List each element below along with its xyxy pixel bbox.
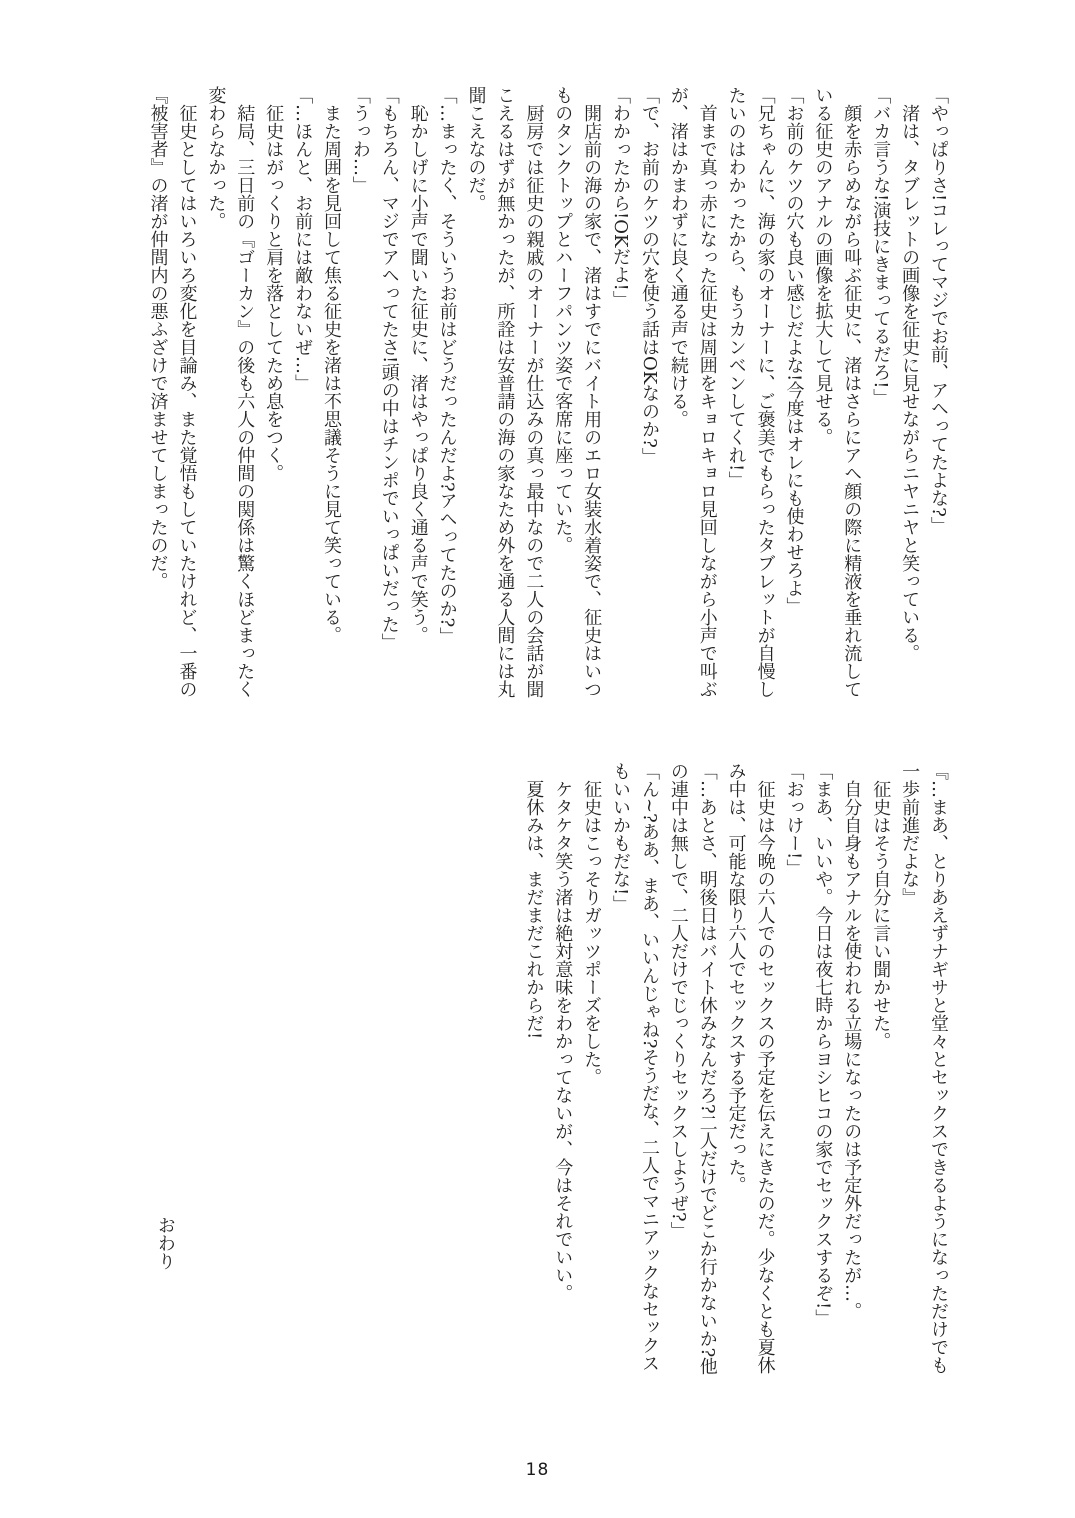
paragraph: 「もちろん、マジでアヘってたさ!頭の中はチンポでいっぱいだった」	[378, 86, 400, 652]
paragraph: 「…あとさ、明後日はバイト休みなんだろ?二人だけでどこか行かないか?他の連中は無しで、二人だけでじっくりセックスしようぜ?」	[667, 762, 718, 1376]
paragraph: 「まあ、いいや。今日は夜七時からヨシヒコの家でセックスするぞ!」	[812, 762, 834, 1328]
paragraph: 「うっわ…」	[349, 86, 371, 194]
paragraph: 「わかったから!OKだよ!」	[610, 86, 632, 309]
paragraph: 征史としてはいろいろ変化を目論み、また覚悟もしていたけれど、一番の『被害者』の渚が仲間内の悪ふざけで済ませてしまったのだ。	[147, 86, 198, 698]
paragraph: 渚は、タブレットの画像を征史に見せながらニヤニヤと笑っている。	[899, 104, 921, 662]
paragraph: 「バカ言うな!演技にきまってるだろ!」	[870, 86, 892, 407]
paragraph: 「兄ちゃんに、海の家のオーナーに、ご褒美でもらったタブレットが自慢したいのはわかったから、もうカンベンしてくれ!」	[725, 86, 776, 698]
paragraph: 夏休みは、まだまだこれからだ!	[523, 780, 545, 1040]
paragraph: 「ん~?ああ、まあ、いいんじゃね?そうだな、二人でマニアックなセックスもいいかもだな!」	[610, 762, 660, 1373]
paragraph: 征史はこっそりガッツポーズをした。	[581, 780, 603, 1086]
paragraph: 「で、お前のケツの穴を使う話はOKなのか?」	[638, 86, 660, 466]
paragraph: 恥かしげに小声で聞いた征史に、渚はやっぱり良く通る声で笑う。	[407, 104, 429, 644]
end-marker: おわり	[154, 1216, 176, 1270]
paragraph: ケタケタ笑う渚は絶対意味をわかってないが、今はそれでいい。	[552, 780, 574, 1302]
paragraph: 「…ほんと、お前には敵わないぜ…」	[292, 86, 314, 392]
paragraph: 「やっぱりさ!コレってマジでお前、アヘってたよな?」	[928, 86, 949, 535]
paragraph: 「…まったく、そういうお前はどうだったんだよ?アヘってたのか?」	[436, 86, 458, 646]
paragraph: 『…まあ、とりあえずナギサと堂々とセックスできるようになっただけでも一歩前進だよな』	[899, 762, 949, 1374]
paragraph: 征史はそう自分に言い聞かせた。	[870, 780, 892, 1050]
paragraph: 結局、三日前の『ゴーカン』の後も六人の仲間の関係は驚くほどまったく変わらなかった。	[205, 86, 256, 698]
paragraph: 征史は今晩の六人でのセックスの予定を伝えにきたのだ。少なくとも夏休み中は、可能な限り六人でセックスする予定だった。	[725, 762, 776, 1374]
paragraph: 自分自身もアナルを使われる立場になったのは予定外だったが…。	[841, 780, 863, 1320]
paragraph: 開店前の海の家で、渚はすでにバイト用のエロ女装水着姿で、征史はいつものタンクトップとハーフパンツ姿で客席に座っていた。	[552, 86, 603, 698]
top-text-block	[116, 86, 952, 700]
paragraph: 顔を赤らめながら叫ぶ征史に、渚はさらにアヘ顔の際に精液を垂れ流している征史のアナルの画像を拡大して見せる。	[812, 86, 863, 698]
page-number: 18	[525, 1460, 550, 1480]
paragraph: 「お前のケツの穴も良い感じだよな!今度はオレにも使わせろよ」	[783, 86, 805, 616]
bottom-text-block	[116, 762, 952, 1376]
paragraph: 「おっけー!」	[783, 762, 805, 878]
paragraph: 首まで真っ赤になった征史は周囲をキョロキョロ見回しながら小声で叫ぶが、渚はかまわずに良く通る声で続ける。	[667, 86, 718, 698]
paragraph: 厨房では征史の親戚のオーナーが仕込みの真っ最中なので二人の会話が聞こえるはずが無かったが、所詮は安普請の海の家なため外を通る人間には丸聞こえなのだ。	[465, 86, 545, 698]
paragraph: また周囲を見回して焦る征史を渚は不思議そうに見て笑っている。	[320, 104, 342, 644]
paragraph: 征史はがっくりと肩を落としてため息をつく。	[263, 104, 285, 482]
